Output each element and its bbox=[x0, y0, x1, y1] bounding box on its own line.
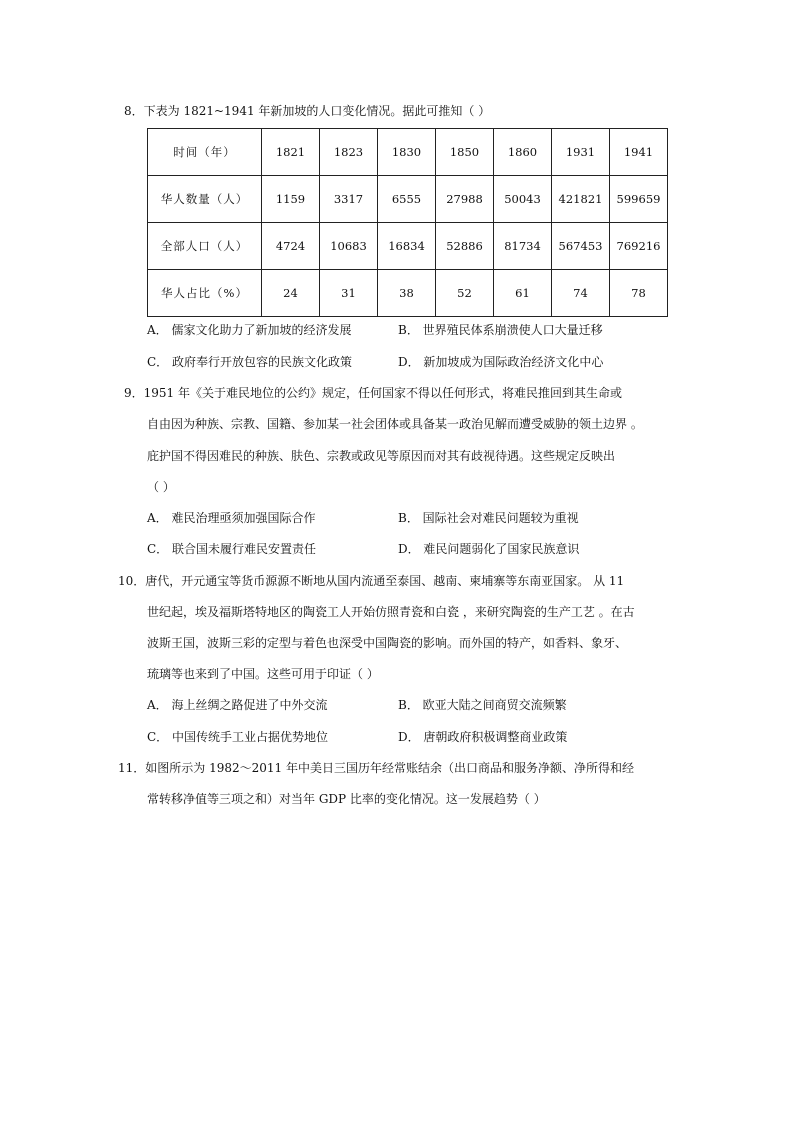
table-cell: 78 bbox=[610, 270, 668, 317]
table-row bbox=[148, 176, 668, 223]
population-table bbox=[147, 128, 668, 317]
table-row bbox=[148, 270, 668, 317]
table-cell: 81734 bbox=[494, 223, 552, 270]
table-cell: 31 bbox=[320, 270, 378, 317]
table-cell: 74 bbox=[552, 270, 610, 317]
q10-stem-line: 世纪起，埃及福斯塔特地区的陶瓷工人开始仿照青瓷和白瓷 ，来研究陶瓷的生产工艺 。在古 bbox=[147, 605, 635, 619]
table-cell: 华人数量（人） bbox=[148, 176, 262, 223]
q9-option-c[interactable]: C． 联合国未履行难民安置责任 bbox=[147, 542, 316, 556]
q8-option-b[interactable]: B． 世界殖民体系崩溃使人口大量迁移 bbox=[398, 323, 603, 337]
table-cell: 1860 bbox=[494, 129, 552, 176]
table-cell: 3317 bbox=[320, 176, 378, 223]
q8-option-c[interactable]: C． 政府奉行开放包容的民族文化政策 bbox=[147, 355, 352, 369]
q10-option-a[interactable]: A． 海上丝绸之路促进了中外交流 bbox=[147, 698, 328, 712]
table-cell: 1931 bbox=[552, 129, 610, 176]
table-cell: 6555 bbox=[378, 176, 436, 223]
q10-stem-line: 波斯王国，波斯三彩的定型与着色也深受中国陶瓷的影响。而外国的特产，如香料、象牙、 bbox=[147, 636, 628, 650]
q11-stem-line: 常转移净值等三项之和）对当年 GDP 比率的变化情况。这一发展趋势（ ） bbox=[147, 792, 546, 806]
table-cell: 567453 bbox=[552, 223, 610, 270]
table-cell: 24 bbox=[262, 270, 320, 317]
table-cell: 1823 bbox=[320, 129, 378, 176]
table-cell: 1941 bbox=[610, 129, 668, 176]
q9-stem-line: （ ） bbox=[147, 480, 175, 494]
table-cell: 27988 bbox=[436, 176, 494, 223]
q9-option-a[interactable]: A． 难民治理亟须加强国际合作 bbox=[147, 511, 316, 525]
q9-option-d[interactable]: D． 难民问题弱化了国家民族意识 bbox=[398, 542, 580, 556]
q10-option-d[interactable]: D． 唐朝政府积极调整商业政策 bbox=[398, 730, 568, 744]
table-cell: 1159 bbox=[262, 176, 320, 223]
table-cell: 421821 bbox=[552, 176, 610, 223]
table-cell: 华人占比（%） bbox=[148, 270, 262, 317]
table-cell: 1850 bbox=[436, 129, 494, 176]
table-cell: 16834 bbox=[378, 223, 436, 270]
table-row bbox=[148, 223, 668, 270]
table-cell: 61 bbox=[494, 270, 552, 317]
table-row bbox=[148, 129, 668, 176]
table-cell: 时间（年） bbox=[148, 129, 262, 176]
table-cell: 4724 bbox=[262, 223, 320, 270]
q9-stem-line: 庇护国不得因难民的种族、肤色、宗教或政见等原因而对其有歧视待遇。这些规定反映出 bbox=[147, 449, 616, 463]
table-cell: 全部人口（人） bbox=[148, 223, 262, 270]
table-cell: 50043 bbox=[494, 176, 552, 223]
q10-option-c[interactable]: C． 中国传统手工业占据优势地位 bbox=[147, 730, 328, 744]
table-cell: 10683 bbox=[320, 223, 378, 270]
table-cell: 52 bbox=[436, 270, 494, 317]
q8-option-a[interactable]: A． 儒家文化助力了新加坡的经济发展 bbox=[147, 323, 352, 337]
q9-stem-line: 9．1951 年《关于难民地位的公约》规定，任何国家不得以任何形式，将难民推回到其生命或 bbox=[124, 386, 622, 400]
table-cell: 52886 bbox=[436, 223, 494, 270]
table-cell: 1821 bbox=[262, 129, 320, 176]
table-cell: 769216 bbox=[610, 223, 668, 270]
q10-stem-line: 10．唐代，开元通宝等货币源源不断地从国内流通至泰国、越南、柬埔寨等东南亚国家。 从 11 bbox=[118, 574, 625, 588]
q9-option-b[interactable]: B． 国际社会对难民问题较为重视 bbox=[398, 511, 579, 525]
q10-option-b[interactable]: B． 欧亚大陆之间商贸交流频繁 bbox=[398, 698, 567, 712]
q8-stem: 8．下表为 1821~1941 年新加坡的人口变化情况。据此可推知（ ） bbox=[124, 104, 491, 118]
table-cell: 599659 bbox=[610, 176, 668, 223]
q9-stem-line: 自由因为种族、宗教、国籍、参加某一社会团体或具备某一政治见解而遭受威胁的领土边界 。 bbox=[147, 417, 643, 431]
q11-stem-line: 11．如图所示为 1982～2011 年中美日三国历年经常账结余（出口商品和服务净额、净所得和经 bbox=[118, 761, 634, 775]
q10-stem-line: 琉璃等也来到了中国。这些可用于印证（ ） bbox=[147, 667, 379, 681]
table-cell: 1830 bbox=[378, 129, 436, 176]
table-cell: 38 bbox=[378, 270, 436, 317]
q8-option-d[interactable]: D． 新加坡成为国际政治经济文化中心 bbox=[398, 355, 604, 369]
